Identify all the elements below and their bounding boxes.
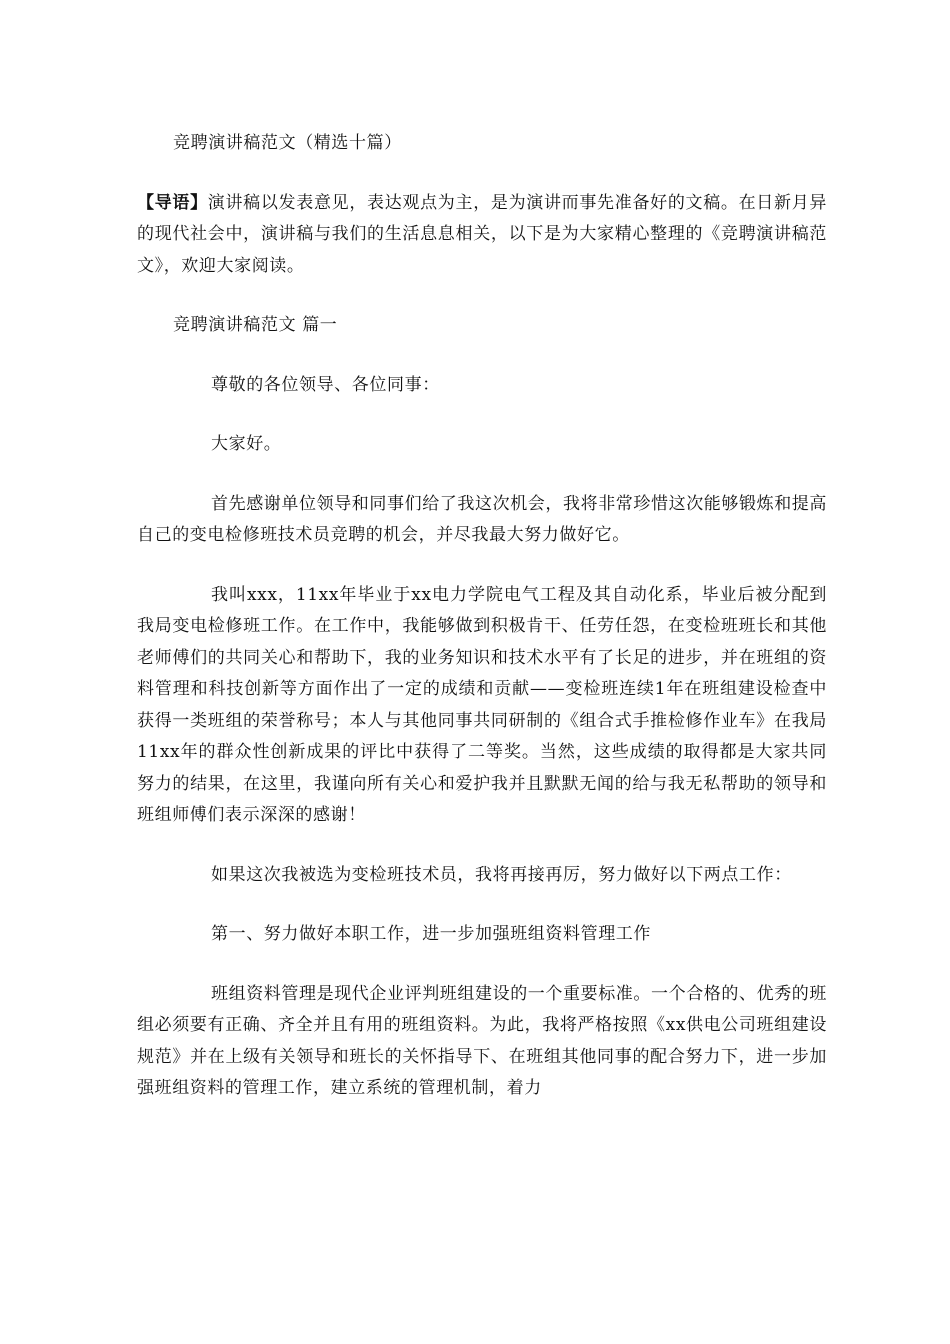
document-title: 竞聘演讲稿范文（精选十篇） bbox=[173, 133, 402, 153]
intro-tag: 【导语】 bbox=[137, 192, 208, 213]
body-paragraph: 首先感谢单位领导和同事们给了我这次机会，我将非常珍惜这次能够锻炼和提高自己的变电检修班技术员竞聘的机会，并尽我最大努力做好它。 bbox=[137, 493, 827, 545]
greeting: 大家好。 bbox=[211, 434, 282, 454]
section-heading: 竞聘演讲稿范文 篇一 bbox=[173, 315, 338, 335]
salutation: 尊敬的各位领导、各位同事： bbox=[211, 374, 440, 395]
intro-paragraph bbox=[137, 188, 827, 283]
document-page bbox=[137, 128, 827, 1133]
intro-text: 演讲稿以发表意见，表达观点为主，是为演讲而事先准备好的文稿。在日新月异的现代社会中，演讲稿与我们的生活息息相关，以下是为大家精心整理的《竞聘演讲稿范文》，欢迎大家阅读。 bbox=[137, 192, 827, 276]
sub-heading: 第一、努力做好本职工作，进一步加强班组资料管理工作 bbox=[211, 924, 651, 944]
body-paragraph: 班组资料管理是现代企业评判班组建设的一个重要标准。一个合格的、优秀的班组必须要有正确、齐全并且有用的班组资料。为此，我将严格按照《xx供电公司班组建设规范》并在上级有关领导和班长的关怀指导下、在班组其他同事的配合努力下，进一步加强班组资料的管理工作，建立系统的管理机制，着力 bbox=[137, 983, 827, 1098]
body-paragraph: 我叫xxx，11xx年毕业于xx电力学院电气工程及其自动化系，毕业后被分配到我局变电检修班工作。在工作中，我能够做到积极肯干、任劳任怨，在变检班班长和其他老师傅们的共同关心和帮助下，我的业务知识和技术水平有了长足的进步，并在班组的资料管理和科技创新等方面作出了一定的成绩和贡献——变检班连续1年在班组建设检查中获得一类班组的荣誉称号；本人与其他同事共同研制的《组合式手推检修作业车》在我局11xx年的群众性创新成果的评比中获得了二等奖。当然，这些成绩的取得都是大家共同努力的结果，在这里，我谨向所有关心和爱护我并且默默无闻的给与我无私帮助的领导和班组师傅们表示深深的感谢！ bbox=[137, 584, 827, 825]
body-paragraph: 如果这次我被选为变检班技术员，我将再接再厉，努力做好以下两点工作： bbox=[211, 864, 792, 885]
